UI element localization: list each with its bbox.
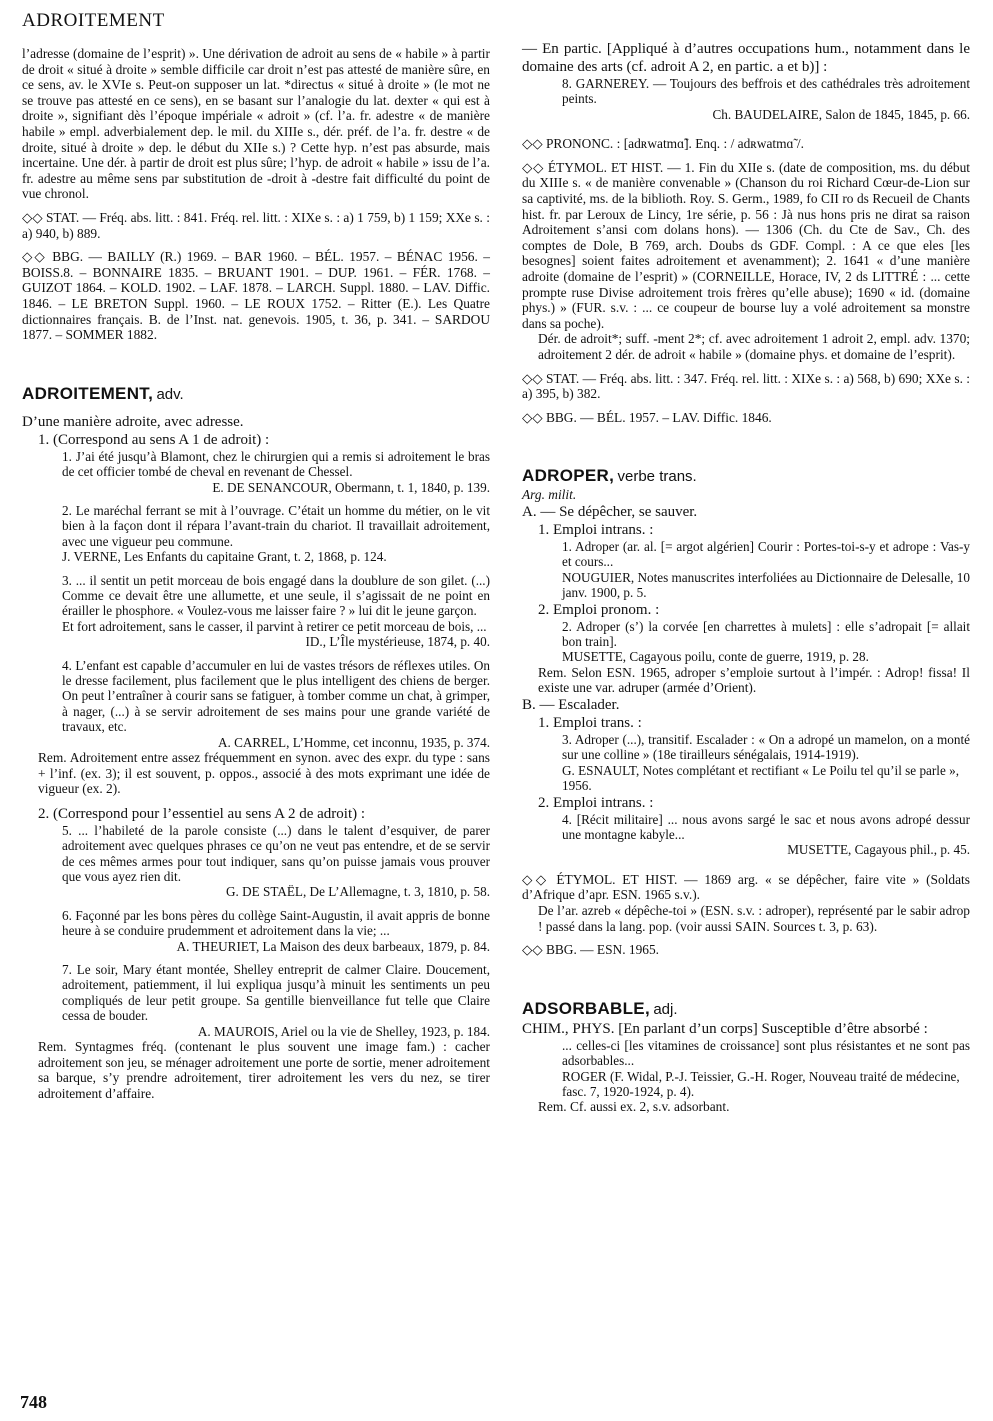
example: 6. Façonné par les bons pères du collège Saint-Augustin, il avait appris de bonne heure à se conduire prudemment et adroitement dans la vie; ... bbox=[62, 907, 490, 939]
example: 2. Le maréchal ferrant se mit à l’ouvrage. C’était un homme du métier, on le vit bien à la façon dont il répara l’avant-train du chariot. Il travaillait adroitement, avec une vigueur peu commune. bbox=[62, 502, 490, 549]
section-a-heading: A. — Se dépêcher, se sauver. bbox=[522, 503, 698, 520]
stat-block: ◇◇ STAT. — Fréq. abs. litt. : 841. Fréq. rel. litt. : XIXe s. : a) 1 759, b) 1 159; XXe s. : a) 940, b) 889. bbox=[22, 209, 490, 241]
part-of-speech: adj. bbox=[653, 1000, 678, 1018]
example-source: MUSETTE, Cagayous phil., p. 45. bbox=[787, 842, 970, 858]
example-source: A. CARREL, L’Homme, cet inconnu, 1935, p. 374. bbox=[217, 734, 490, 750]
page-number: 748 bbox=[20, 1392, 47, 1412]
domain-label: Arg. milit. bbox=[522, 487, 577, 503]
example: 3. ... il sentit un petit morceau de bois engagé dans la doublure de son gilet. (...) Comme ce devait être une allumette, et une seule, il s’agissait de ne point en érailler le phosphore. « Voulez-vous me laisser faire ? » lui dit le jeune garçon. bbox=[62, 572, 490, 619]
bbg-block: ◇◇ BBG. — BÉL. 1957. – LAV. Diffic. 1846. bbox=[522, 409, 772, 425]
example: 7. Le soir, Mary étant montée, Shelley entreprit de calmer Claire. Doucement, adroitement, patiemment, il lui expliqua jusqu’à minuit les sentiments un peu compliqués de leur petit groupe. Sa gentille bienveillance fut telle que Claire cessa de bouder. bbox=[62, 962, 490, 1024]
example-source: ID., L’Île mystérieuse, 1874, p. 40. bbox=[305, 634, 490, 650]
headword: ADROPER, bbox=[522, 466, 615, 486]
bbg-block: ◇◇ BBG. — BAILLY (R.) 1969. – BAR 1960. – BÉL. 1957. – BÉNAC 1956. – BOISS.8. – BONNAIRE 1835. – BRUANT 1901. – DUP. 1961. – FÉR. 1768. – GUIZOT 1864. – KOLD. 1902. – LAF. 1878. – LARCH. Suppl. 1880. – LAV. Diffic. 1846. – LE BRETON Suppl. 1960. – LE ROUX 1752. – Ritter (E.). Les Quatre dictionnaires français. B. de l’Inst. nat. genevois. 1905, t. 36, p. 341. – SARDOU 1877. – SOMMER 1882. bbox=[22, 249, 490, 343]
etymology-derivation: De l’ar. azreb « dépêche-toi » (ESN. s.v. : adroper), représenté par le sabir adrop ! passé dans la lang. pop. (voir aussi SAIN. Sources t. 3, p. 63). bbox=[538, 902, 970, 934]
example: ... celles-ci [les vitamines de croissance] sont plus résistantes et ne sont pas adsorbables... bbox=[562, 1037, 970, 1069]
etymology-block: ◇◇ ÉTYMOL. ET HIST. — 1. Fin du XIIe s. (date de composition, ms. du début du XIIIe s. « de manière convenable » (Chanson du roi Richard Cœur-de-Lion sur sa captivité, ms. de la biblioth. Roy. S. Germ., 1989, fo CII ro ds Recueil de Chants hist. fr. par Leroux de Lincy, 1re série, p. 56 : Jà nus hons pris ne dirat sa raison Adroitement s’ansi com dolans hons). — 1306 (Ch. du Cte de Sav., Ch. des comptes de Dole, B 769, arch. Doubs ds GDF. Compl. : A ce que eles [les besognes] soient faites adroitement et avenamment); 2. 1641 « d’une manière adroite (domaine de l’esprit) » (CORNEILLE, Horace, IV, 2 ds LITTRÉ : ... cette prompte ruse Divise adroitement trois frères qu’elle abuse); 1690 « id. (domaine phys.) » (FUR. s.v. : ... ce coupeur de bourse luy a volé adroitement sa monstre dans sa poche). bbox=[522, 159, 970, 331]
example: 4. [Récit militaire] ... nous avons sargé le sac et nous avons adropé dessur une montagne kabyle... bbox=[562, 811, 970, 842]
example: 1. Adroper (ar. al. [= argot algérien] Courir : Portes-toi-s-y et adrope : Vas-y et cours... bbox=[562, 538, 970, 570]
subsection-heading: 1. Emploi trans. : bbox=[538, 714, 642, 731]
definition: D’une manière adroite, avec adresse. bbox=[22, 413, 244, 430]
particular-usage: — En partic. [Appliqué à d’autres occupations hum., notamment dans le domaine des arts (cf. adroit A 2, en partic. a et b)] : bbox=[522, 41, 970, 75]
example: 2. Adroper (s’) la corvée [en charrettes à mulets] : elle s’adropait [= allait bon train]. bbox=[562, 618, 970, 649]
example: 1. J’ai été jusqu’à Blamont, chez le chirurgien qui a remis si adroitement le bras de cet officier tombé de cheval en revenant de Chessel. bbox=[62, 448, 490, 480]
part-of-speech: adv. bbox=[156, 385, 184, 403]
part-of-speech: verbe trans. bbox=[617, 468, 697, 486]
pronunciation: ◇◇ PRONONC. : [adʀwatmɑ̃]. Enq. : / adʀwatmɑ̃ /. bbox=[522, 136, 804, 152]
stat-block: ◇◇ STAT. — Fréq. abs. litt. : 347. Fréq. rel. litt. : XIXe s. : a) 568, b) 690; XXe s. : a) 395, b) 382. bbox=[522, 370, 970, 402]
remark: Rem. Adroitement entre assez fréquemment en synon. avec des expr. du type : sans + l’inf. (ex. 3); il est souvent, p. oppos., associé à des mots exprimant une idée de vigueur (ex. 2). bbox=[38, 750, 490, 797]
entry-heading bbox=[22, 383, 490, 405]
example-source: A. MAUROIS, Ariel ou la vie de Shelley, 1923, p. 184. bbox=[197, 1023, 490, 1039]
sense-1-heading: 1. (Correspond au sens A 1 de adroit) : bbox=[38, 431, 270, 448]
example-source: G. DE STAËL, De L’Allemagne, t. 3, 1810, p. 58. bbox=[226, 884, 490, 900]
example-source: Ch. BAUDELAIRE, Salon de 1845, 1845, p. 66. bbox=[712, 106, 970, 122]
definition: CHIM., PHYS. [En parlant d’un corps] Susceptible d’être absorbé : bbox=[522, 1020, 928, 1037]
etymology-continuation: l’adresse (domaine de l’esprit) ». Une dérivation de adroit au sens de « habile » à partir de droit « situé à droite » semble difficile car droit n’est pas attesté de manière sûre, en ce sens, av. le XVIe s. Peut-on supposer un lat. *directus « situé à droite » (le mot ne se trouve pas attesté en ce sens), en se basant sur l’analogie du lat. dexter « qui est à droite », signifiant dès l’époque impériale « adroit » (cf. l’a. fr. adestre « de manière habile » empl. adverbialement dep. le mil. du XIIIe s., dér. préf. de l’a. fr. destre « de droite, situé à droite » dep. le début du XIIe s.) ? Cette hyp. n’est pas absurde, mais incertaine. Une dér. à partir de droit est plus sûre; l’hyp. de adroit « habile » issu de l’a. fr. adestre au même sens par substitution de -droit à -destre fait difficulté du point de vue chronol. bbox=[22, 46, 490, 202]
example: 8. GARNEREY. — Toujours des beffrois et des cathédrales très adroitement peints. bbox=[562, 76, 970, 107]
example-source: ROGER (F. Widal, P.-J. Teissier, G.-H. Roger, Nouveau traité de médecine, fasc. 7, 1920-1924, p. 4). bbox=[562, 1068, 960, 1099]
entry-heading bbox=[522, 465, 970, 487]
sense-2-heading: 2. (Correspond pour l’essentiel au sens A 2 de adroit) : bbox=[38, 805, 366, 822]
example-source: G. ESNAULT, Notes complétant et rectifiant « Le Poilu tel qu’il se parle », 1956. bbox=[562, 762, 959, 794]
etymology-block: ◇◇ ÉTYMOL. ET HIST. — 1869 arg. « se dépêcher, faire vite » (Soldats d’Afrique d’apr. ESN. 1965 s.v.). bbox=[522, 871, 970, 903]
bbg-block: ◇◇ BBG. — ESN. 1965. bbox=[522, 942, 660, 958]
section-b-heading: B. — Escalader. bbox=[522, 696, 620, 713]
remark: Rem. Cf. aussi ex. 2, s.v. adsorbant. bbox=[538, 1099, 730, 1115]
headword: ADROITEMENT, bbox=[22, 383, 154, 403]
remark: Rem. Syntagmes fréq. (contenant le plus souvent une image fam.) : cacher adroitement son jeu, se ménager adroitement une porte de sortie, mener adroitement sa barque, s’y prendre adroitement, tirer adroitement les vers du nez, se tirer adroitement d’affaire. bbox=[38, 1039, 490, 1101]
example-source: J. VERNE, Les Enfants du capitaine Grant, t. 2, 1868, p. 124. bbox=[62, 549, 387, 565]
example: 5. ... l’habileté de la parole consiste (...) dans le talent d’esquiver, de parer adroitement avec quelques phrases ce qu’on ne veut pas entendre, et de se servir de ces mêmes armes pour tout indiquer, sans qu’on puisse jamais vous prouver que vous ayez rien dit. bbox=[62, 822, 490, 884]
headword: ADSORBABLE, bbox=[522, 998, 650, 1018]
example-source: MUSETTE, Cagayous poilu, conte de guerre, 1919, p. 28. bbox=[562, 649, 869, 665]
etymology-derivation: Dér. de adroit*; suff. -ment 2*; cf. avec adroitement 1 adroit 2, empl. adv. 1370; adroitement 2 dér. de adroit « habile » (domaine phys. et domaine de l’esprit). bbox=[538, 331, 970, 362]
remark: Rem. Selon ESN. 1965, adroper s’emploie surtout à l’impér. : Adrop! fissa! Il existe une var. adruper (armée d’Orient). bbox=[538, 664, 970, 696]
subsection-heading: 2. Emploi intrans. : bbox=[538, 794, 654, 811]
example-source: NOUGUIER, Notes manuscrites interfoliées au Dictionnaire de Delesalle, 10 janv. 1900, p. 5. bbox=[562, 569, 970, 601]
left-column bbox=[22, 46, 490, 1101]
entry-heading bbox=[522, 998, 970, 1020]
example-source: E. DE SENANCOUR, Obermann, t. 1, 1840, p. 139. bbox=[212, 479, 490, 495]
right-column bbox=[522, 40, 970, 1115]
example: 4. L’enfant est capable d’accumuler en lui de vastes trésors de réflexes utiles. On le dresse facilement, plus facilement que le plus intelligent des chiens de berger. On peut l’entraîner à courir sans se fatiguer, à tomber comme un chat, à grimper, à nager, (...) à se servir adroitement de ses mains pour une grande variété de travaux, etc. bbox=[62, 657, 490, 735]
subsection-heading: 2. Emploi pronom. : bbox=[538, 601, 660, 618]
example: 3. Adroper (...), transitif. Escalader : « On a adropé un mamelon, on a monté sur une colline » (18e tirailleurs sénégalais, 1914-1919). bbox=[562, 731, 970, 763]
example-continuation: Et fort adroitement, sans le casser, il parvint à retirer ce petit morceau de bois, ... bbox=[62, 618, 487, 634]
running-head: ADROITEMENT bbox=[22, 10, 165, 31]
example-source: A. THEURIET, La Maison des deux barbeaux, 1879, p. 84. bbox=[176, 938, 490, 954]
subsection-heading: 1. Emploi intrans. : bbox=[538, 521, 654, 538]
